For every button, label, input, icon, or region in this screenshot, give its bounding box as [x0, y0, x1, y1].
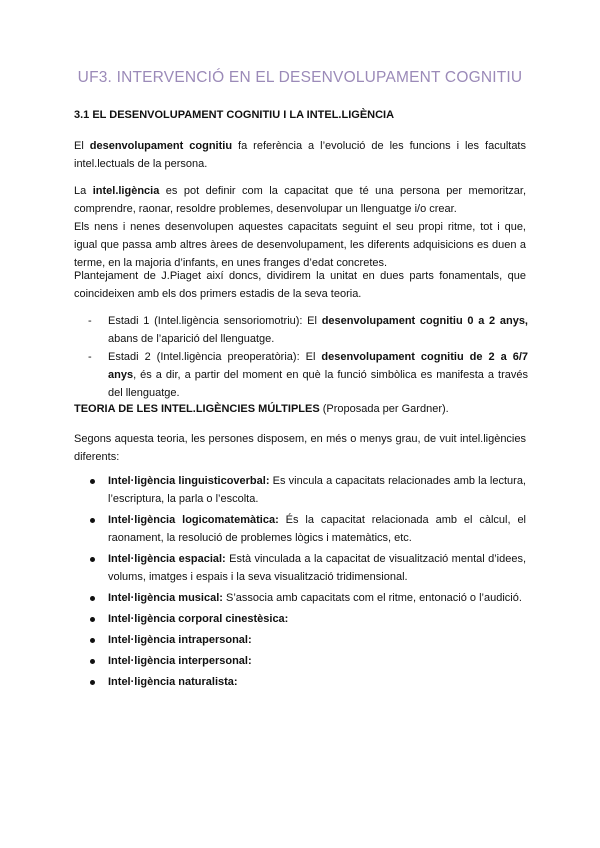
- bold-term: Intel·ligència espacial:: [108, 553, 226, 565]
- bullet-dot: [90, 617, 95, 622]
- dash-marker: -: [88, 315, 92, 327]
- text-run: (Proposada per Gardner).: [319, 403, 449, 415]
- list-item: [88, 631, 526, 649]
- bullet-dot: [90, 518, 95, 523]
- text-run: fa referència a l’evolució de les funcions i les facultats intel.lectuals de la persona.: [74, 140, 526, 170]
- text-run: abans de l’aparició del llenguatge.: [108, 333, 275, 345]
- text-run: És la capacitat relacionada amb el càlcul, el raonament, la resolució de problemes lògics i matemàtics, etc.: [108, 514, 527, 544]
- bullet-dot: [90, 557, 95, 562]
- paragraph-piaget: Plantejament de J.Piaget així doncs, dividirem la unitat en dues parts fonamentals, que coincideixen amb els dos primers estadis de la seva teoria.: [74, 270, 526, 300]
- bold-term: Intel·ligència logicomatemàtica:: [108, 514, 279, 526]
- bold-term: Intel·ligència intrapersonal:: [108, 634, 252, 646]
- theory-heading: [74, 400, 449, 418]
- section-heading: 3.1 EL DESENVOLUPAMENT COGNITIU I LA INTEL.LIGÈNCIA: [74, 109, 395, 121]
- list-item: [88, 550, 526, 586]
- list-item: [88, 673, 526, 691]
- text-run: es pot definir com la capacitat que té una persona per memoritzar, comprendre, raonar, resoldre problemes, desenvolupar un llenguatge i/o crear.: [74, 185, 526, 215]
- bullet-dot: [90, 638, 95, 643]
- bold-term: intel.ligència: [92, 185, 160, 197]
- bold-term: desenvolupament cognitiu: [89, 140, 233, 152]
- bold-term: Intel·ligència interpersonal:: [108, 655, 252, 667]
- list-item: [88, 652, 526, 670]
- text-run: Estadi 1 (Intel.ligència sensoriomotriu): El: [108, 315, 322, 327]
- intelligences-list: [88, 472, 526, 694]
- stages-list: [88, 312, 528, 402]
- bold-term: desenvolupament cognitiu de 2 a 6/7 anys: [108, 351, 528, 381]
- paragraph-cognitive-development: [74, 137, 526, 173]
- text-run: , és a dir, a partir del moment en què la funció simbòlica es manifesta a través del llenguatge.: [108, 369, 528, 399]
- bullet-dot: [90, 659, 95, 664]
- bold-term: TEORIA DE LES INTEL.LIGÈNCIES MÚLTIPLES: [74, 403, 320, 415]
- bold-term: Intel·ligència corporal cinestèsica:: [108, 613, 289, 625]
- text-run: Els nens i nenes desenvolupen aquestes capacitats seguint el seu propi ritme, tot i que, igual que passa amb altres àrees de desenvolupament, les diferents adquisicions es duen a terme, en la majoria d’infants, en unes franges d’edat concretes.: [74, 221, 526, 269]
- bold-term: Intel·ligència musical:: [108, 592, 223, 604]
- list-item: [88, 348, 528, 402]
- text-run: El: [74, 140, 90, 152]
- dash-marker: -: [88, 351, 92, 363]
- list-item: [88, 312, 528, 348]
- paragraph-theory: Segons aquesta teoria, les persones disposem, en més o menys grau, de vuit intel.ligències diferents:: [74, 433, 526, 463]
- text-run: S’associa amb capacitats com el ritme, entonació o l’audició.: [222, 592, 522, 604]
- text-run: Està vinculada a la capacitat de visualització mental d’idees, volums, imatges i espais i la seva visualització tridimensional.: [108, 553, 527, 583]
- list-item: [88, 610, 526, 628]
- bold-term: desenvolupament cognitiu 0 a 2 anys,: [321, 315, 528, 327]
- list-item: [88, 472, 526, 508]
- list-item: [88, 511, 526, 547]
- bold-term: Intel·ligència linguisticoverbal:: [108, 475, 270, 487]
- paragraph-intelligence: [74, 182, 526, 272]
- text-run: La: [74, 185, 93, 197]
- bullet-dot: [90, 596, 95, 601]
- page-title: UF3. INTERVENCIÓ EN EL DESENVOLUPAMENT COGNITIU: [77, 69, 523, 86]
- text-run: Estadi 2 (Intel.ligència preoperatòria): El: [108, 351, 322, 363]
- bold-term: Intel·ligència naturalista:: [108, 676, 238, 688]
- list-item: [88, 589, 526, 607]
- bullet-dot: [90, 680, 95, 685]
- text-run: Es vincula a capacitats relacionades amb la lectura, l’escriptura, la parla o l’escolta.: [108, 475, 526, 505]
- bullet-dot: [90, 479, 95, 484]
